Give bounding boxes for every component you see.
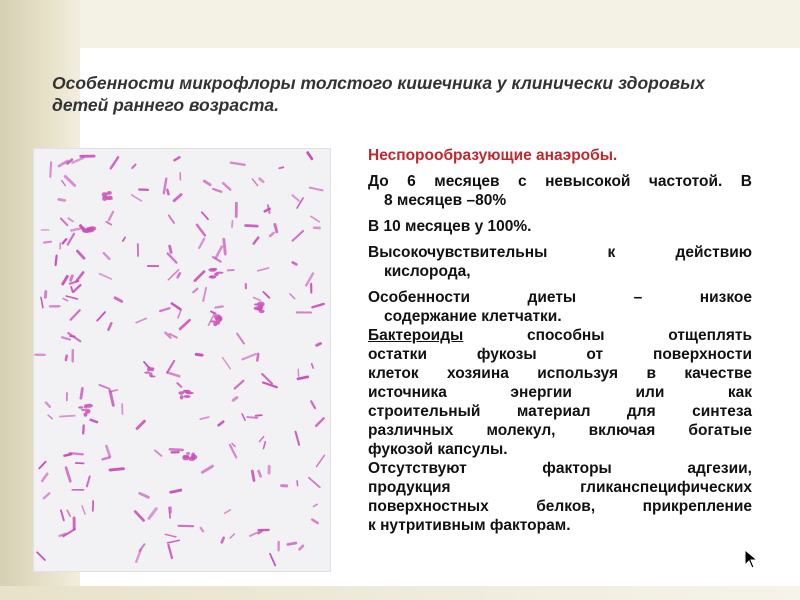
bacterium <box>39 462 45 469</box>
bacterium <box>62 181 66 186</box>
bacterium <box>256 415 262 416</box>
bacterium <box>62 337 70 339</box>
bacterium <box>231 163 245 165</box>
bacterium <box>201 528 203 531</box>
bacterium <box>64 454 71 456</box>
bacteria-cluster <box>191 453 195 458</box>
bacterium <box>268 205 270 213</box>
bacterium <box>311 401 315 408</box>
bacterium <box>237 334 244 344</box>
bacterium <box>202 212 208 219</box>
bacterium <box>260 179 263 182</box>
mouse-pointer-icon <box>744 549 760 569</box>
bacteria-cluster <box>254 303 259 305</box>
bacterium <box>37 552 45 560</box>
bacterium <box>310 188 323 191</box>
bacterium <box>254 298 261 301</box>
bacterium <box>242 354 256 359</box>
bacterium <box>66 356 67 360</box>
bacterium <box>242 414 245 420</box>
bacterium <box>193 289 197 293</box>
bacterium <box>275 224 277 232</box>
bacterium <box>254 238 259 244</box>
bacterium <box>180 320 189 329</box>
bacterium <box>111 157 118 168</box>
bacterium <box>123 238 125 242</box>
bacterium <box>110 469 123 470</box>
bacterium <box>292 195 299 200</box>
bacterium <box>170 246 172 252</box>
bacteria-cluster <box>259 309 265 313</box>
bacterium <box>83 426 84 434</box>
bacterium <box>167 361 174 373</box>
bacterium <box>258 268 269 271</box>
bacteria-cluster <box>180 395 184 399</box>
para5-line2: остатки фукозы от поверхности <box>368 346 752 363</box>
bacterium <box>65 176 74 185</box>
para5-line1 <box>368 326 752 345</box>
bacterium <box>61 510 64 520</box>
para2: В 10 месяцев у 100%. <box>368 218 532 235</box>
bacterium <box>60 416 75 417</box>
bacterium <box>288 543 296 544</box>
bacterium <box>208 314 214 325</box>
bacterium <box>312 304 323 307</box>
bacterium <box>213 189 221 192</box>
bacteria-cluster <box>86 227 94 232</box>
bacterium <box>312 520 318 523</box>
bacterium <box>106 446 110 456</box>
para1-line2: 8 месяцев –80% <box>384 192 507 209</box>
slide-title: Особенности микрофлоры толстого кишечника у клинически здоровых детей раннего возраста. <box>52 73 705 115</box>
bacterium <box>110 391 113 406</box>
bacterium <box>232 444 235 447</box>
bacterium <box>136 318 146 322</box>
bacteroides-term: Бактероиды <box>368 327 464 344</box>
bacterium <box>171 490 181 492</box>
bacteria-cluster <box>214 314 222 319</box>
bacteria-cluster <box>85 409 90 414</box>
bacteria-cluster <box>78 406 83 409</box>
bacterium <box>308 153 312 159</box>
bacteria-cluster <box>149 372 152 377</box>
para3-line2: кислорода, <box>384 263 471 280</box>
bacterium <box>197 225 205 236</box>
bacterium <box>63 299 67 301</box>
para4-line2: содержание клетчатки. <box>384 308 562 325</box>
bacterium <box>63 276 68 284</box>
para6-line3: поверхностных белков, прикрепление <box>368 498 752 515</box>
bacterium <box>219 422 224 426</box>
bacterium <box>174 195 181 201</box>
bacterium <box>155 450 162 456</box>
bacterium <box>144 362 149 367</box>
bacterium <box>246 226 258 227</box>
bacterium <box>149 509 156 519</box>
bacterium <box>99 385 109 389</box>
bacterium <box>202 466 212 472</box>
bacterium <box>63 239 66 243</box>
bacterium <box>263 292 269 298</box>
bacterium <box>109 212 113 220</box>
bacterium <box>168 373 179 376</box>
bacterium <box>270 233 274 236</box>
para5-line1-rest: способны отщеплять <box>463 327 752 344</box>
para1-line1: До 6 месяцев с невысокой частотой. В <box>368 173 752 190</box>
bacterium <box>71 310 80 319</box>
bacteria-cluster <box>86 404 93 408</box>
bacterium <box>178 311 181 319</box>
bacterium <box>252 179 257 186</box>
bacterium <box>132 165 135 168</box>
decorative-top-band <box>80 0 800 48</box>
bacterium <box>140 544 145 551</box>
bacterium <box>169 215 174 223</box>
bacterium <box>200 417 209 419</box>
decorative-bottom-band <box>0 586 800 600</box>
bacteria-cluster <box>105 196 112 200</box>
bacterium <box>316 418 324 426</box>
bacteria-cluster <box>186 392 194 395</box>
para6-line2: продукция гликанспецифических <box>368 479 752 496</box>
bacterium <box>257 354 258 361</box>
bacterium <box>71 276 73 281</box>
bacterium <box>42 474 47 481</box>
bacterium <box>41 297 43 307</box>
bacterium <box>225 510 231 513</box>
bacterium <box>165 534 176 537</box>
bacterium <box>50 162 51 177</box>
bacterium <box>211 312 216 314</box>
bacterium <box>68 218 72 221</box>
bacterium <box>317 344 321 346</box>
bacterium <box>178 273 180 277</box>
bacterium <box>223 358 231 369</box>
bacterium <box>223 183 230 189</box>
bacterium <box>263 383 277 388</box>
para6-line1: Отсутствуют факторы адгезии, <box>368 460 752 477</box>
bacteria-cluster <box>150 369 154 372</box>
bacterium <box>312 364 314 368</box>
bacterium <box>177 383 181 387</box>
bacterium <box>68 234 74 245</box>
bacterium <box>140 493 149 497</box>
bacterium <box>81 388 83 398</box>
bacterium <box>300 546 303 550</box>
bacterium <box>97 312 105 321</box>
bacterium <box>103 457 110 459</box>
bacterium <box>216 306 223 307</box>
bacterium <box>293 262 297 264</box>
section-heading: Неспорообразующие анаэробы. <box>368 147 618 164</box>
bacterium <box>297 481 298 486</box>
bacterium <box>224 239 226 254</box>
bacterium <box>204 181 210 185</box>
bacterium <box>279 167 283 168</box>
bacterium <box>298 377 308 379</box>
bacterium <box>72 158 83 163</box>
bacterium <box>76 272 83 281</box>
bacterium <box>132 195 142 201</box>
bacterium <box>168 545 172 558</box>
bacterium <box>100 274 112 279</box>
bacterium <box>174 157 179 160</box>
bacterium <box>230 534 234 538</box>
bacterium <box>48 415 52 418</box>
bacterium <box>168 540 180 543</box>
bacteria-cluster <box>183 455 190 458</box>
bacterium <box>77 251 84 258</box>
bacterium <box>270 554 275 566</box>
bacterium <box>203 288 206 301</box>
bacterium <box>309 478 320 487</box>
bacterium <box>196 354 202 355</box>
bacterium <box>252 471 254 480</box>
bacterium <box>290 294 295 299</box>
para5-line3: клеток хозяина используя в качестве <box>368 365 752 382</box>
bacterium <box>59 199 65 200</box>
para5-line6: различных молекул, включая богатые <box>368 422 752 439</box>
bacterium <box>115 298 122 302</box>
bacterium <box>135 512 143 521</box>
bacterium <box>250 532 258 536</box>
bacteria-cluster <box>144 372 150 374</box>
bacterium <box>66 296 78 299</box>
bacterium <box>195 272 204 281</box>
text-content <box>368 146 752 535</box>
micrograph-image <box>33 148 331 572</box>
bacterium <box>232 221 233 227</box>
bacteria-cluster <box>260 304 264 309</box>
bacterium <box>46 403 50 407</box>
para4-line1: Особенности диеты – низкое <box>368 289 752 306</box>
bacterium <box>137 421 144 428</box>
para5-line5: строительный материал для синтеза <box>368 403 752 420</box>
para5-line7: фукозой капсулы. <box>368 441 508 458</box>
bacterium <box>216 247 222 258</box>
bacteria-cluster <box>216 321 220 325</box>
bacteria-cluster <box>186 452 190 455</box>
bacterium <box>106 222 111 225</box>
bacterium <box>222 538 224 543</box>
bacterium <box>108 323 111 330</box>
bacterium <box>199 239 204 248</box>
bacteria-micrograph <box>34 149 330 571</box>
bacterium <box>259 471 261 476</box>
bacterium <box>91 420 97 422</box>
bacterium <box>311 216 320 222</box>
bacterium <box>104 253 110 259</box>
bacterium <box>264 442 266 449</box>
bacterium <box>235 381 244 389</box>
para5-line4: источника энергии или как <box>368 384 752 401</box>
bacterium <box>160 308 170 311</box>
bacteria-cluster <box>107 191 112 195</box>
bacterium <box>67 510 70 516</box>
bacterium <box>66 468 70 482</box>
bacterium <box>87 476 90 486</box>
bacterium <box>172 304 181 310</box>
bacteria-cluster <box>208 268 216 272</box>
bacteria-cluster <box>216 272 224 274</box>
bacterium <box>74 285 81 292</box>
para6-line4: к нутритивным факторам. <box>368 517 571 534</box>
bacterium <box>168 254 177 263</box>
bacteria-cluster <box>183 395 190 398</box>
bacteria-cluster <box>209 275 217 278</box>
bacteria-cluster <box>81 409 86 411</box>
bacterium <box>44 493 50 498</box>
bacterium <box>61 219 68 226</box>
para3-line1: Высокочувствительны к действию <box>368 244 752 261</box>
bacteria-cluster <box>210 320 216 322</box>
bacteria-cluster <box>147 366 151 371</box>
bacterium <box>170 449 183 450</box>
bacterium <box>296 432 300 445</box>
bacterium <box>260 437 264 442</box>
bacterium <box>316 455 324 467</box>
bacterium <box>164 179 167 194</box>
bacterium <box>314 504 318 506</box>
bacterium <box>293 231 304 241</box>
bacterium <box>44 242 51 243</box>
bacterium <box>167 190 168 194</box>
bacterium <box>82 506 85 514</box>
bacterium <box>233 398 237 401</box>
bacterium <box>56 256 57 265</box>
bacterium <box>247 417 257 418</box>
